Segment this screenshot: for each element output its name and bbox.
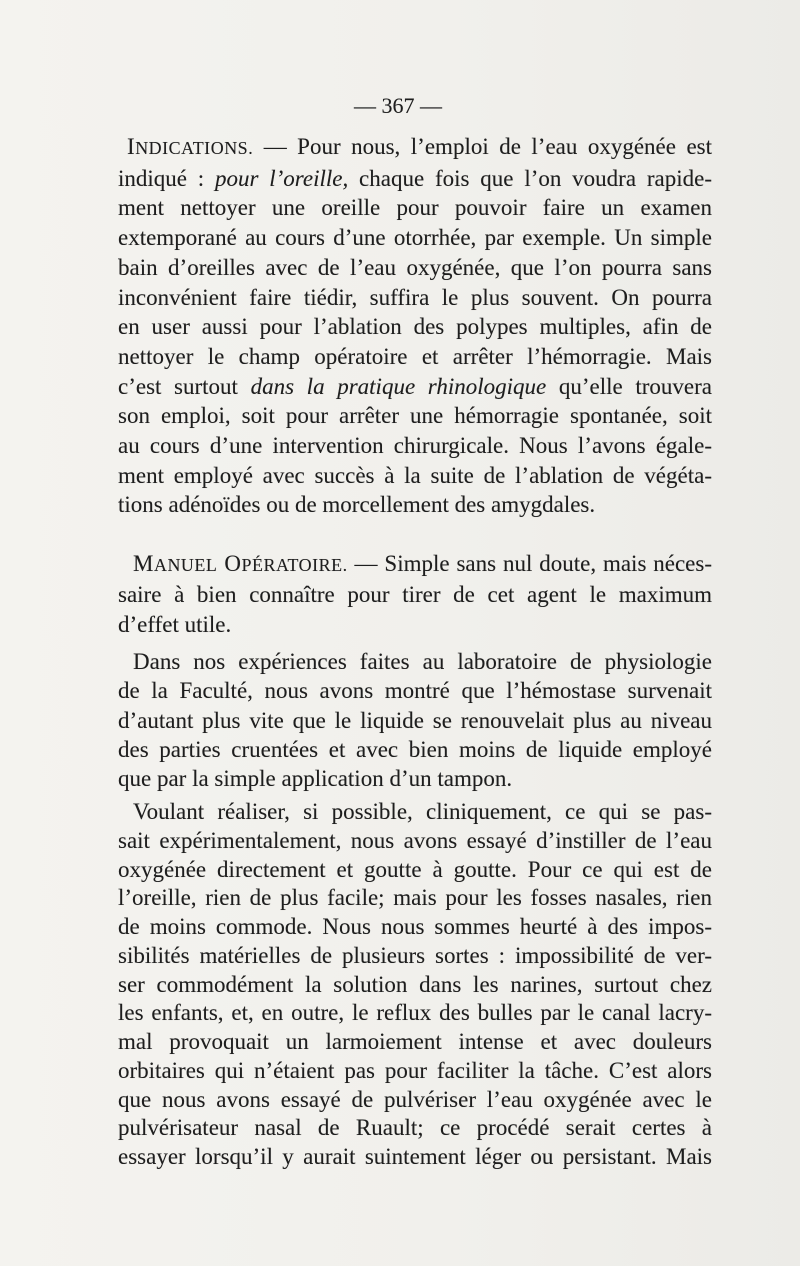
text-line: saire à bien connaître pour tirer de cet agent le maximum	[118, 582, 712, 607]
text-line	[118, 549, 712, 580]
paragraph-manuel-operatoire	[118, 549, 712, 640]
text-line: que par la simple application d’un tampon.	[118, 766, 513, 792]
line-text: qu’elle trouvera	[546, 373, 712, 399]
line-text: indiqué :	[118, 165, 215, 191]
line-text: c’est surtout	[118, 373, 251, 399]
text-line: de moins commode. Nous nous sommes heurté à des impos-	[118, 914, 712, 939]
emphasis: dans la pratique rhinologique	[250, 373, 547, 399]
text-line: extemporané au cours d’une otorrhée, par exemple. Un simple	[118, 225, 712, 251]
text-line: sibilités matérielles de plusieurs sortes : impossibilité de ver-	[118, 942, 712, 968]
text-line: son emploi, soit pour arrêter une hémorragie spontanée, soit	[118, 403, 712, 429]
section-heading: INDICATIONS.	[127, 134, 254, 159]
text-line: inconvénient faire tiédir, suffira le plus souvent. On pourra	[118, 284, 712, 310]
line-text: chaque fois que l’on voudra rapide-	[348, 165, 712, 191]
section-heading: OPÉRATOIRE.	[224, 551, 348, 576]
text-line: d’autant plus vite que le liquide se renouvelait plus au niveau	[118, 707, 712, 733]
paragraph-experiences	[118, 647, 712, 793]
text-line: Voulant réaliser, si possible, cliniquement, ce qui se pas-	[133, 799, 712, 824]
text-line	[118, 372, 712, 402]
text-line: tions adénoïdes ou de morcellement des amygdales.	[118, 492, 596, 518]
paragraph-indications	[118, 132, 712, 520]
page-number: — 367 —	[354, 93, 442, 118]
text-line	[118, 132, 712, 164]
line-text: — Pour nous, l’emploi de l’eau oxygénée est	[253, 134, 712, 159]
text-line: l’oreille, rien de plus facile; mais pour les fosses nasales, rien	[118, 885, 712, 911]
text-line: nettoyer le champ opératoire et arrêter l’hémorragie. Mais	[118, 343, 712, 369]
text-line: mal provoquait un larmoiement intense et avec douleurs	[118, 1029, 712, 1054]
text-line: des parties cruentées et avec bien moins de liquide employé	[118, 736, 712, 762]
text-line: les enfants, et, en outre, le reflux des bulles par le canal lacry-	[118, 1000, 712, 1026]
text-line: pulvérisateur nasal de Ruault; ce procédé serait certes à	[118, 1115, 712, 1141]
text-line: essayer lorsqu’il y aurait suintement léger ou persistant. Mais	[118, 1144, 712, 1169]
text-line: que nous avons essayé de pulvériser l’eau oxygénée avec le	[118, 1086, 712, 1112]
text-line: ser commodément la solution dans les narines, surtout chez	[118, 971, 712, 997]
text-line: en user aussi pour l’ablation des polypes multiples, afin de	[118, 314, 712, 340]
paragraph-instillation	[118, 798, 712, 1172]
text-line: au cours d’une intervention chirurgicale. Nous l’avons égale-	[118, 433, 712, 459]
text-line	[118, 164, 712, 194]
text-line: de la Faculté, nous avons montré que l’hémostase survenait	[118, 678, 712, 704]
text-line: ment employé avec succès à la suite de l’ablation de végéta-	[118, 462, 712, 488]
text-line: oxygénée directement et goutte à goutte. Pour ce qui est de	[118, 856, 712, 882]
text-line: bain d’oreilles avec de l’eau oxygénée, que l’on pourra sans	[118, 254, 712, 280]
text-line: Dans nos expériences faites au laboratoire de physiologie	[133, 649, 712, 674]
text-line: orbitaires qui n’étaient pas pour faciliter la tâche. C’est alors	[118, 1057, 712, 1083]
text-line: d’effet utile.	[118, 612, 232, 637]
text-line: sait expérimentalement, nous avons essayé d’instiller de l’eau	[118, 827, 712, 853]
emphasis: pour l’oreille,	[215, 165, 349, 191]
section-heading: MANUEL	[133, 551, 218, 576]
text-line: ment nettoyer une oreille pour pouvoir faire un examen	[118, 195, 712, 221]
line-text: — Simple sans nul doute, mais néces-	[347, 551, 713, 576]
